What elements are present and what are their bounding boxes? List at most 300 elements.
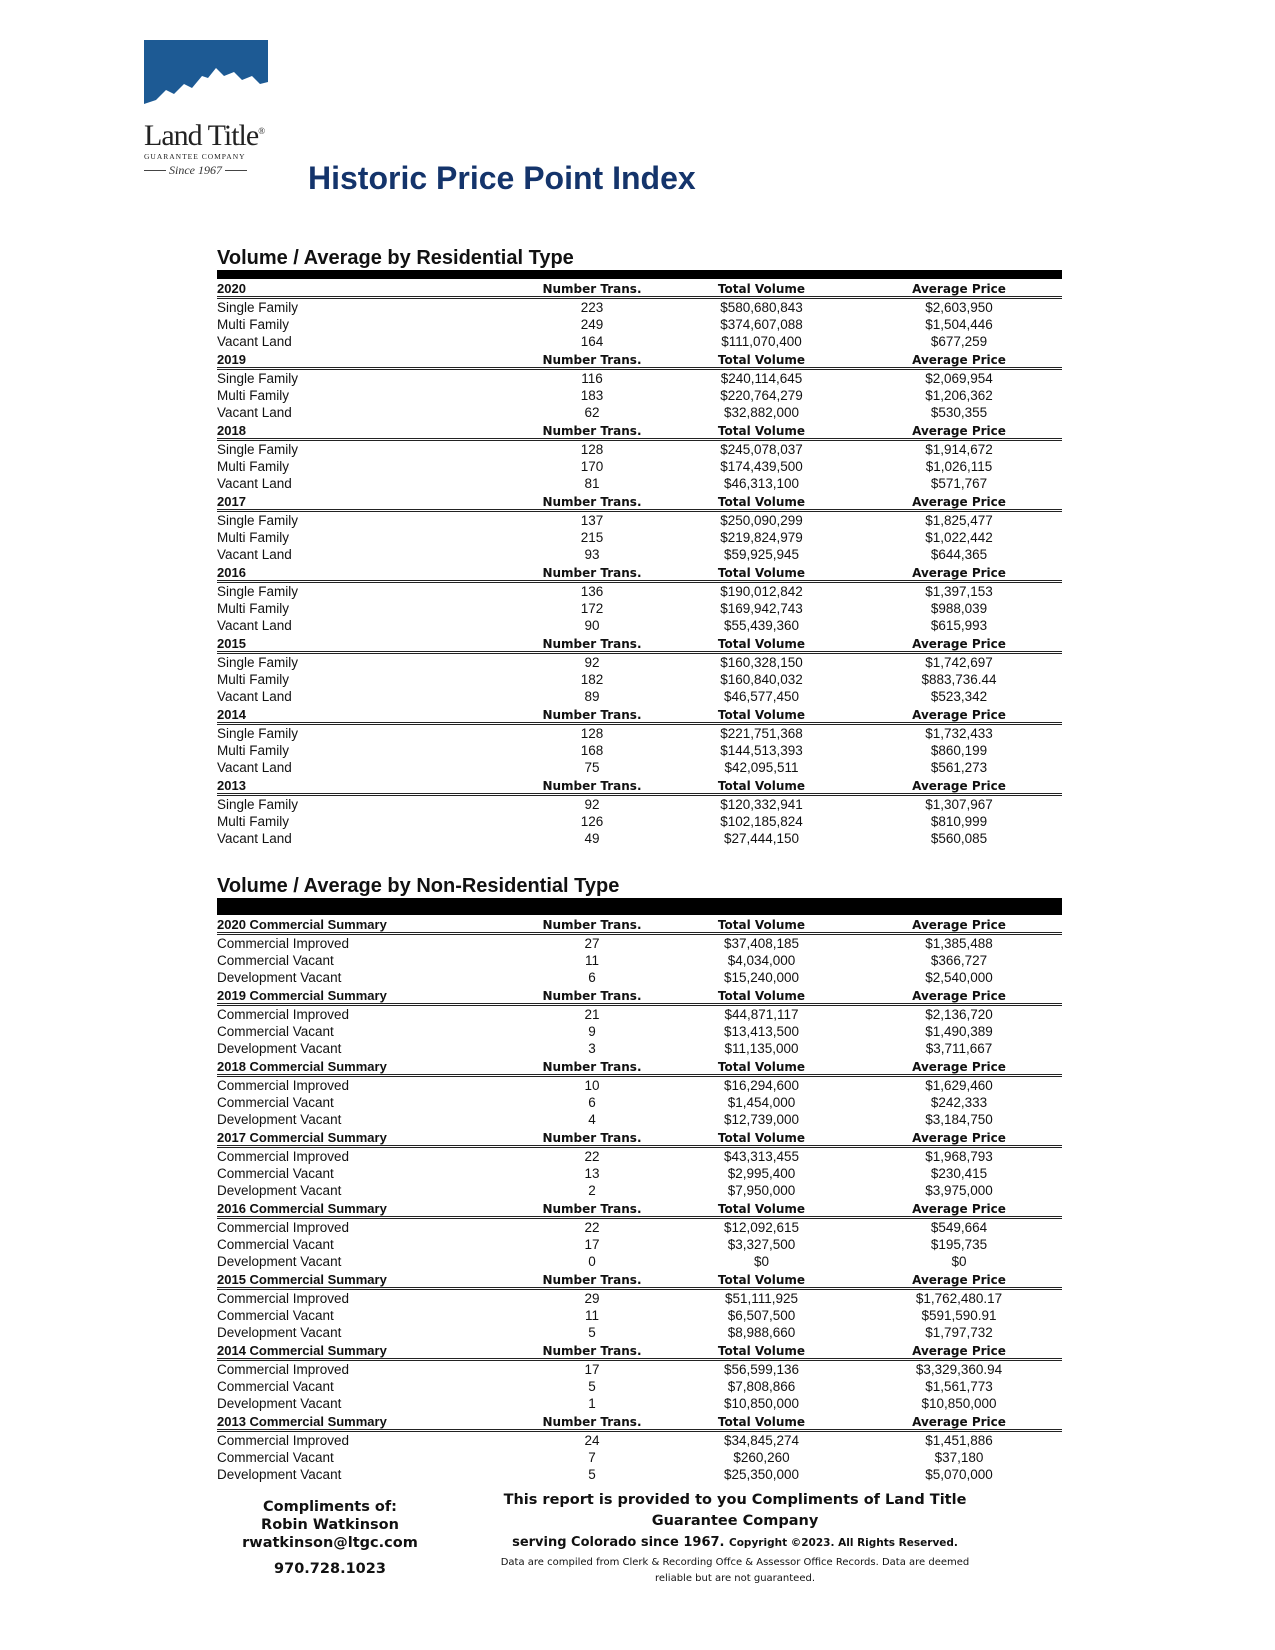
- table-row: [217, 1361, 1062, 1378]
- number-trans: 126: [580, 814, 604, 829]
- table-row: [217, 458, 1062, 475]
- number-trans-header: Number Trans.: [542, 424, 642, 438]
- average-price: $591,590.91: [921, 1308, 997, 1323]
- average-price: $1,629,460: [925, 1078, 993, 1093]
- total-volume: $15,240,000: [723, 970, 800, 985]
- total-volume: $55,439,360: [723, 618, 800, 633]
- number-trans: 29: [584, 1291, 600, 1306]
- property-type: Multi Family: [217, 530, 290, 545]
- residential-table: [217, 279, 1062, 847]
- average-price: $988,039: [930, 601, 988, 616]
- number-trans: 49: [584, 831, 600, 846]
- average-price-header: Average Price: [912, 495, 1006, 509]
- property-type: Commercial Vacant: [217, 1450, 334, 1465]
- property-type: Single Family: [217, 726, 299, 741]
- average-price: $3,711,667: [925, 1041, 993, 1056]
- data-disclaimer: Data are compiled from Clerk & Recording Offce & Assessor Office Records. Data are deemed reliable but are not guaranteed.: [500, 1557, 970, 1584]
- group-header: [217, 350, 1062, 370]
- property-type: Commercial Improved: [217, 1220, 350, 1235]
- total-volume: $51,111,925: [724, 1291, 799, 1306]
- average-price: $530,355: [930, 405, 988, 420]
- property-type: Development Vacant: [217, 970, 342, 985]
- average-price: $1,561,773: [925, 1379, 993, 1394]
- average-price: $1,026,115: [925, 459, 993, 474]
- table-row: [217, 1378, 1062, 1395]
- total-volume-header: Total Volume: [717, 779, 806, 793]
- table-row: [217, 1182, 1062, 1199]
- average-price: $1,797,732: [925, 1325, 993, 1340]
- property-type: Single Family: [217, 442, 299, 457]
- table-row: [217, 759, 1062, 776]
- total-volume: $8,988,660: [727, 1325, 796, 1340]
- group-label: 2014: [217, 707, 246, 722]
- property-type: Multi Family: [217, 459, 290, 474]
- table-row: [217, 1219, 1062, 1236]
- residential-heading: Volume / Average by Residential Type: [217, 247, 574, 269]
- number-trans: 75: [584, 760, 600, 775]
- average-price-header: Average Price: [912, 1344, 1006, 1358]
- property-type: Single Family: [217, 300, 299, 315]
- table-row: [217, 299, 1062, 316]
- property-type: Development Vacant: [217, 1254, 342, 1269]
- total-volume: $144,513,393: [720, 743, 803, 758]
- table-row: [217, 617, 1062, 634]
- average-price: $644,365: [930, 547, 988, 562]
- group-label: 2017: [217, 494, 246, 509]
- table-row: [217, 1432, 1062, 1449]
- property-type: Single Family: [217, 655, 299, 670]
- total-volume: $59,925,945: [723, 547, 800, 562]
- average-price: $810,999: [930, 814, 988, 829]
- property-type: Single Family: [217, 797, 299, 812]
- table-row: [217, 1290, 1062, 1307]
- total-volume-header: Total Volume: [717, 1131, 806, 1145]
- total-volume: $219,824,979: [720, 530, 803, 545]
- number-trans-header: Number Trans.: [542, 779, 642, 793]
- property-type: Multi Family: [217, 388, 290, 403]
- property-type: Single Family: [217, 371, 299, 386]
- average-price: $1,022,442: [925, 530, 993, 545]
- number-trans-header: Number Trans.: [542, 1344, 642, 1358]
- group-label: 2016: [217, 565, 246, 580]
- number-trans: 5: [588, 1467, 596, 1482]
- total-volume: $220,764,279: [720, 388, 803, 403]
- total-volume: $111,070,400: [721, 334, 802, 349]
- number-trans: 90: [584, 618, 600, 633]
- total-volume-header: Total Volume: [717, 566, 806, 580]
- agent-phone: 970.728.1023: [274, 1561, 386, 1577]
- table-row: [217, 654, 1062, 671]
- average-price: $2,540,000: [925, 970, 993, 985]
- table-row: [217, 441, 1062, 458]
- number-trans: 137: [580, 513, 604, 528]
- total-volume: $260,260: [733, 1450, 790, 1465]
- table-row: [217, 1111, 1062, 1128]
- total-volume-header: Total Volume: [717, 1344, 806, 1358]
- number-trans: 249: [580, 317, 604, 332]
- property-type: Commercial Vacant: [217, 1308, 334, 1323]
- property-type: Vacant Land: [217, 405, 292, 420]
- property-type: Commercial Improved: [217, 1007, 350, 1022]
- average-price: $2,136,720: [925, 1007, 993, 1022]
- total-volume: $0: [753, 1254, 770, 1269]
- table-row: [217, 475, 1062, 492]
- group-header: [217, 421, 1062, 441]
- property-type: Multi Family: [217, 743, 290, 758]
- group-label: 2013: [217, 778, 246, 793]
- number-trans: 89: [584, 689, 600, 704]
- group-label: 2016 Commercial Summary: [217, 1201, 387, 1216]
- average-price: $0: [951, 1254, 967, 1269]
- logo-name: Land Title: [144, 119, 259, 152]
- number-trans: 13: [584, 1166, 600, 1181]
- total-volume: $160,840,032: [720, 672, 803, 687]
- average-price-header: Average Price: [912, 1131, 1006, 1145]
- number-trans: 2: [588, 1183, 596, 1198]
- average-price: $1,825,477: [925, 513, 993, 528]
- average-price: $2,069,954: [925, 371, 993, 386]
- number-trans: 6: [588, 1095, 596, 1110]
- total-volume: $169,942,743: [720, 601, 803, 616]
- average-price: $549,664: [930, 1220, 988, 1235]
- group-header: [217, 1057, 1062, 1077]
- table-row: [217, 600, 1062, 617]
- number-trans: 7: [588, 1450, 596, 1465]
- logo-since: Since 1967: [169, 163, 222, 177]
- number-trans: 0: [588, 1254, 596, 1269]
- number-trans: 11: [584, 1308, 599, 1323]
- number-trans: 172: [580, 601, 604, 616]
- average-price: $571,767: [930, 476, 988, 491]
- property-type: Commercial Vacant: [217, 953, 334, 968]
- property-type: Single Family: [217, 513, 299, 528]
- agent-email: rwatkinson@ltgc.com: [242, 1535, 418, 1551]
- table-row: [217, 1077, 1062, 1094]
- table-row: [217, 387, 1062, 404]
- average-price: $523,342: [930, 689, 988, 704]
- total-volume-header: Total Volume: [717, 1060, 806, 1074]
- table-row: [217, 671, 1062, 688]
- average-price: $1,397,153: [925, 584, 993, 599]
- average-price-header: Average Price: [912, 1273, 1006, 1287]
- number-trans: 92: [584, 655, 600, 670]
- group-header: [217, 634, 1062, 654]
- number-trans: 164: [580, 334, 604, 349]
- property-type: Commercial Improved: [217, 1078, 350, 1093]
- number-trans-header: Number Trans.: [542, 1202, 642, 1216]
- total-volume: $7,808,866: [727, 1379, 796, 1394]
- total-volume: $32,882,000: [723, 405, 800, 420]
- total-volume-header: Total Volume: [717, 282, 806, 296]
- table-row: [217, 969, 1062, 986]
- average-price: $5,070,000: [925, 1467, 993, 1482]
- table-row: [217, 404, 1062, 421]
- number-trans: 3: [588, 1041, 596, 1056]
- number-trans: 17: [584, 1237, 600, 1252]
- total-volume: $580,680,843: [720, 300, 803, 315]
- table-row: [217, 512, 1062, 529]
- average-price-header: Average Price: [912, 1202, 1006, 1216]
- property-type: Multi Family: [217, 672, 290, 687]
- number-trans-header: Number Trans.: [542, 637, 642, 651]
- average-price-header: Average Price: [912, 424, 1006, 438]
- average-price: $560,085: [930, 831, 988, 846]
- number-trans: 5: [588, 1325, 596, 1340]
- group-label: 2017 Commercial Summary: [217, 1130, 387, 1145]
- number-trans: 6: [588, 970, 596, 985]
- table-row: [217, 1324, 1062, 1341]
- group-header: [217, 279, 1062, 299]
- property-type: Vacant Land: [217, 831, 292, 846]
- average-price: $3,329,360.94: [915, 1362, 1003, 1377]
- table-row: [217, 583, 1062, 600]
- average-price: $860,199: [930, 743, 988, 758]
- average-price-header: Average Price: [912, 708, 1006, 722]
- average-price: $3,975,000: [925, 1183, 993, 1198]
- number-trans: 24: [584, 1433, 600, 1448]
- number-trans-header: Number Trans.: [542, 708, 642, 722]
- total-volume: $250,090,299: [720, 513, 803, 528]
- group-header: [217, 986, 1062, 1006]
- table-row: [217, 1148, 1062, 1165]
- total-volume: $120,332,941: [720, 797, 803, 812]
- number-trans-header: Number Trans.: [542, 282, 642, 296]
- total-volume-header: Total Volume: [717, 424, 806, 438]
- page-title: Historic Price Point Index: [308, 160, 696, 196]
- group-label: 2013 Commercial Summary: [217, 1414, 387, 1429]
- table-row: [217, 529, 1062, 546]
- property-type: Development Vacant: [217, 1396, 342, 1411]
- group-header: [217, 776, 1062, 796]
- nonresidential-section: [217, 874, 1062, 1483]
- total-volume: $13,413,500: [723, 1024, 800, 1039]
- property-type: Commercial Vacant: [217, 1237, 334, 1252]
- average-price: $1,968,793: [925, 1149, 993, 1164]
- property-type: Development Vacant: [217, 1325, 342, 1340]
- average-price: $3,184,750: [925, 1112, 993, 1127]
- average-price: $230,415: [930, 1166, 988, 1181]
- table-row: [217, 688, 1062, 705]
- group-header: [217, 705, 1062, 725]
- average-price-header: Average Price: [912, 989, 1006, 1003]
- total-volume-header: Total Volume: [717, 1202, 806, 1216]
- property-type: Single Family: [217, 584, 299, 599]
- group-header: [217, 1199, 1062, 1219]
- average-price: $1,504,446: [925, 317, 993, 332]
- number-trans-header: Number Trans.: [542, 1415, 642, 1429]
- group-header: [217, 1270, 1062, 1290]
- residential-section: [217, 246, 1062, 847]
- group-label: 2018 Commercial Summary: [217, 1059, 387, 1074]
- number-trans: 128: [580, 726, 604, 741]
- total-volume: $11,135,000: [724, 1041, 799, 1056]
- total-volume: $7,950,000: [727, 1183, 796, 1198]
- table-row: [217, 316, 1062, 333]
- number-trans-header: Number Trans.: [542, 989, 642, 1003]
- group-label: 2019: [217, 352, 246, 367]
- property-type: Multi Family: [217, 601, 290, 616]
- property-type: Commercial Improved: [217, 936, 350, 951]
- number-trans: 170: [580, 459, 604, 474]
- property-type: Multi Family: [217, 814, 290, 829]
- table-row: [217, 1466, 1062, 1483]
- average-price: $677,259: [930, 334, 988, 349]
- group-header: [217, 492, 1062, 512]
- group-label: 2020 Commercial Summary: [217, 917, 387, 932]
- number-trans-header: Number Trans.: [542, 1273, 642, 1287]
- number-trans: 128: [580, 442, 604, 457]
- average-price-header: Average Price: [912, 779, 1006, 793]
- property-type: Vacant Land: [217, 547, 292, 562]
- number-trans: 9: [588, 1024, 596, 1039]
- average-price: $561,273: [930, 760, 988, 775]
- property-type: Commercial Vacant: [217, 1024, 334, 1039]
- number-trans-header: Number Trans.: [542, 495, 642, 509]
- number-trans: 1: [588, 1396, 596, 1411]
- total-volume: $3,327,500: [727, 1237, 796, 1252]
- total-volume: $374,607,088: [720, 317, 803, 332]
- table-row: [217, 333, 1062, 350]
- total-volume-header: Total Volume: [717, 637, 806, 651]
- group-header: [217, 915, 1062, 935]
- average-price-header: Average Price: [912, 566, 1006, 580]
- table-row: [217, 952, 1062, 969]
- property-type: Commercial Vacant: [217, 1379, 334, 1394]
- total-volume: $42,095,511: [724, 760, 799, 775]
- number-trans: 11: [584, 953, 599, 968]
- average-price: $1,762,480.17: [915, 1291, 1003, 1306]
- nonresidential-heading: Volume / Average by Non-Residential Type: [217, 875, 620, 897]
- total-volume: $102,185,824: [720, 814, 803, 829]
- section-bar: [217, 270, 1062, 279]
- number-trans: 21: [584, 1007, 600, 1022]
- number-trans: 116: [581, 371, 603, 386]
- number-trans: 93: [584, 547, 600, 562]
- total-volume: $46,313,100: [723, 476, 800, 491]
- number-trans: 183: [580, 388, 604, 403]
- table-row: [217, 1006, 1062, 1023]
- average-price: $195,735: [930, 1237, 988, 1252]
- total-volume: $4,034,000: [727, 953, 796, 968]
- table-row: [217, 370, 1062, 387]
- average-price: $1,385,488: [925, 936, 993, 951]
- property-type: Vacant Land: [217, 618, 292, 633]
- group-label: 2015: [217, 636, 246, 651]
- average-price-header: Average Price: [912, 637, 1006, 651]
- group-label: 2018: [217, 423, 246, 438]
- group-label: 2020: [217, 281, 246, 296]
- total-volume: $56,599,136: [723, 1362, 800, 1377]
- total-volume: $46,577,450: [723, 689, 800, 704]
- number-trans: 81: [584, 476, 600, 491]
- total-volume: $245,078,037: [720, 442, 803, 457]
- number-trans: 215: [580, 530, 604, 545]
- group-header: [217, 1128, 1062, 1148]
- table-row: [217, 1449, 1062, 1466]
- total-volume: $10,850,000: [723, 1396, 800, 1411]
- number-trans: 223: [580, 300, 604, 315]
- number-trans: 22: [584, 1149, 600, 1164]
- total-volume: $43,313,455: [723, 1149, 800, 1164]
- number-trans: 4: [588, 1112, 596, 1127]
- average-price: $615,993: [930, 618, 988, 633]
- total-volume-header: Total Volume: [717, 918, 806, 932]
- report-note: This report is provided to you Compliments of Land Title Guarantee Company: [503, 1492, 967, 1529]
- average-price: $366,727: [930, 953, 988, 968]
- table-row: [217, 1236, 1062, 1253]
- total-volume-header: Total Volume: [717, 495, 806, 509]
- company-logo: [144, 40, 268, 178]
- mountain-logo-icon: [144, 40, 268, 114]
- average-price: $1,490,389: [925, 1024, 993, 1039]
- average-price: $2,603,950: [925, 300, 993, 315]
- number-trans: 5: [588, 1379, 596, 1394]
- table-row: [217, 1307, 1062, 1324]
- group-label: 2019 Commercial Summary: [217, 988, 387, 1003]
- table-row: [217, 813, 1062, 830]
- average-price: $1,732,433: [925, 726, 993, 741]
- property-type: Commercial Improved: [217, 1362, 350, 1377]
- table-row: [217, 830, 1062, 847]
- property-type: Commercial Vacant: [217, 1166, 334, 1181]
- table-row: [217, 1165, 1062, 1182]
- number-trans-header: Number Trans.: [542, 566, 642, 580]
- total-volume: $160,328,150: [720, 655, 803, 670]
- group-label: 2015 Commercial Summary: [217, 1272, 387, 1287]
- logo-subtitle: GUARANTEE COMPANY: [144, 152, 246, 161]
- total-volume-header: Total Volume: [717, 1273, 806, 1287]
- table-row: [217, 546, 1062, 563]
- property-type: Vacant Land: [217, 689, 292, 704]
- table-row: [217, 1395, 1062, 1412]
- nonresidential-table: [217, 915, 1062, 1483]
- group-header: [217, 563, 1062, 583]
- average-price: $1,914,672: [925, 442, 993, 457]
- property-type: Vacant Land: [217, 476, 292, 491]
- total-volume: $12,092,615: [723, 1220, 800, 1235]
- property-type: Commercial Improved: [217, 1433, 350, 1448]
- average-price-header: Average Price: [912, 1415, 1006, 1429]
- agent-name: Robin Watkinson: [261, 1517, 399, 1533]
- group-header: [217, 1341, 1062, 1361]
- total-volume-header: Total Volume: [717, 1415, 806, 1429]
- property-type: Development Vacant: [217, 1041, 342, 1056]
- property-type: Multi Family: [217, 317, 290, 332]
- property-type: Development Vacant: [217, 1112, 342, 1127]
- total-volume: $12,739,000: [723, 1112, 800, 1127]
- table-row: [217, 1040, 1062, 1057]
- copyright: Copyright ©2023. All Rights Reserved.: [729, 1537, 958, 1549]
- number-trans-header: Number Trans.: [542, 353, 642, 367]
- property-type: Development Vacant: [217, 1183, 342, 1198]
- number-trans: 62: [584, 405, 600, 420]
- average-price: $1,451,886: [925, 1433, 993, 1448]
- table-row: [217, 1253, 1062, 1270]
- total-volume: $2,995,400: [727, 1166, 796, 1181]
- table-row: [217, 1094, 1062, 1111]
- average-price-header: Average Price: [912, 918, 1006, 932]
- total-volume: $25,350,000: [723, 1467, 800, 1482]
- property-type: Vacant Land: [217, 760, 292, 775]
- compliments-block: [240, 1498, 420, 1578]
- property-type: Commercial Vacant: [217, 1095, 334, 1110]
- average-price: $1,206,362: [925, 388, 993, 403]
- number-trans: 22: [584, 1220, 600, 1235]
- total-volume: $221,751,368: [720, 726, 803, 741]
- average-price: $10,850,000: [921, 1396, 997, 1411]
- total-volume: $240,114,645: [720, 371, 803, 386]
- total-volume: $44,871,117: [724, 1007, 799, 1022]
